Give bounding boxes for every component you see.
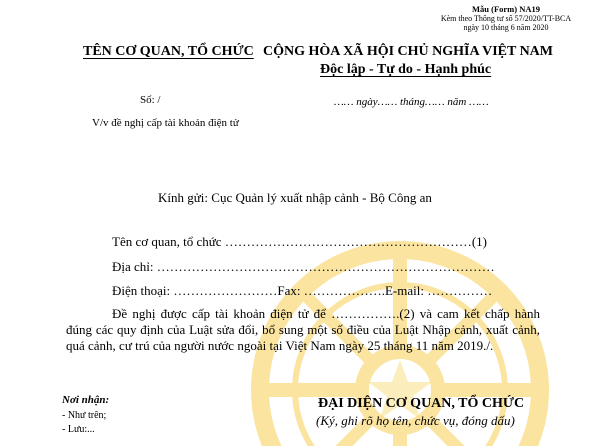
form-code: Mẫu (Form) NA19 bbox=[472, 4, 540, 14]
address-field: Địa chỉ: …………………………………………………………………… bbox=[112, 259, 495, 274]
recipients-item: - Như trên; bbox=[62, 410, 107, 421]
agency-name-field: Tên cơ quan, tổ chức …………………………………………………(1) bbox=[112, 234, 487, 249]
form-reference-note bbox=[436, 5, 576, 32]
recipients-title: Nơi nhận: bbox=[62, 394, 110, 406]
recipients-item: - Lưu:... bbox=[62, 424, 95, 435]
document-number: Số: / bbox=[140, 94, 161, 106]
request-paragraph: Đề nghị được cấp tài khoản điện tử để …………….(2) và cam kết chấp hành đúng các quy định của Luật sửa đổi, bổ sung một số điều của Luật Nhập cảnh, xuất cảnh, quá cảnh, cư trú của người nước ngoài tại Việt Nam ngày 25 tháng 11 năm 2019./. bbox=[66, 306, 540, 353]
subject-line: V/v đề nghị cấp tài khoản điện tử bbox=[92, 117, 239, 129]
addressee: Kính gửi: Cục Quản lý xuất nhập cảnh - Bộ Công an bbox=[158, 190, 432, 205]
form-circular-date: ngày 10 tháng 6 năm 2020 bbox=[463, 23, 549, 32]
nation-heading: CỘNG HÒA XÃ HỘI CHỦ NGHĨA VIỆT NAM bbox=[262, 44, 553, 59]
motto: Độc lập - Tự do - Hạnh phúc bbox=[320, 62, 492, 77]
form-circular-ref: Kèm theo Thông tư số 57/2020/TT-BCA bbox=[440, 14, 572, 23]
signature-note: (Ký, ghi rõ họ tên, chức vụ, đóng dấu) bbox=[316, 413, 515, 428]
agency-name-heading: TÊN CƠ QUAN, TỔ CHỨC bbox=[83, 44, 254, 59]
signature-title: ĐẠI DIỆN CƠ QUAN, TỔ CHỨC bbox=[318, 396, 525, 411]
contact-field: Điện thoại: ……………………Fax: ……………….E-mail: …………… bbox=[112, 283, 493, 298]
date-line: …… ngày…… tháng…… năm …… bbox=[334, 96, 489, 108]
